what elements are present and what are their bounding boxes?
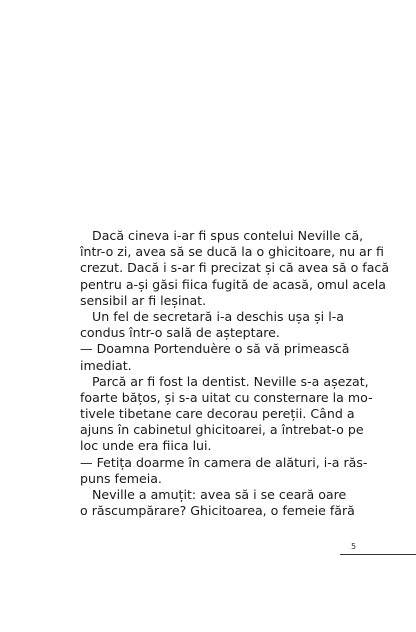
text-line: puns femeia. [80,470,162,486]
text-line: sensibil ar fi leșinat. [80,292,207,308]
text-line: loc unde era fiica lui. [80,438,212,454]
text-line: într-o zi, avea să se ducă la o ghicitoare, nu ar fi [80,244,384,260]
text-line: — Fetița doarme în camera de alături, i-a răs- [80,454,368,470]
footer-rule [340,554,416,555]
text-line: crezut. Dacă i s-ar fi precizat și că avea să o facă [80,260,390,276]
text-line: pentru a-și găsi fiica fugită de acasă, omul acela [80,276,387,292]
text-line: — Doamna Portenduère o să vă primească [80,341,350,357]
text-line: Dacă cineva i-ar fi spus contelui Neville că, [92,228,364,243]
text-line: tivele tibetane care decorau pereții. Când a [80,406,355,422]
text-line: Un fel de secretară i-a deschis ușa și l-a [92,308,344,324]
body-text [80,228,390,519]
text-line: imediat. [80,357,132,373]
text-line: foarte bățos, și s-a uitat cu consternare la mo- [80,389,373,405]
text-line: condus într-o sală de așteptare. [80,325,280,341]
text-line: Parcă ar fi fost la dentist. Neville s-a așezat, [92,373,369,389]
text-line: Neville a amuțit: avea să i se ceară oare [92,487,347,502]
page-number: 5 [351,542,357,551]
text-line: o răscumpărare? Ghicitoarea, o femeie fără [80,503,355,519]
text-line: ajuns în cabinetul ghicitoarei, a întrebat-o pe [80,422,364,438]
